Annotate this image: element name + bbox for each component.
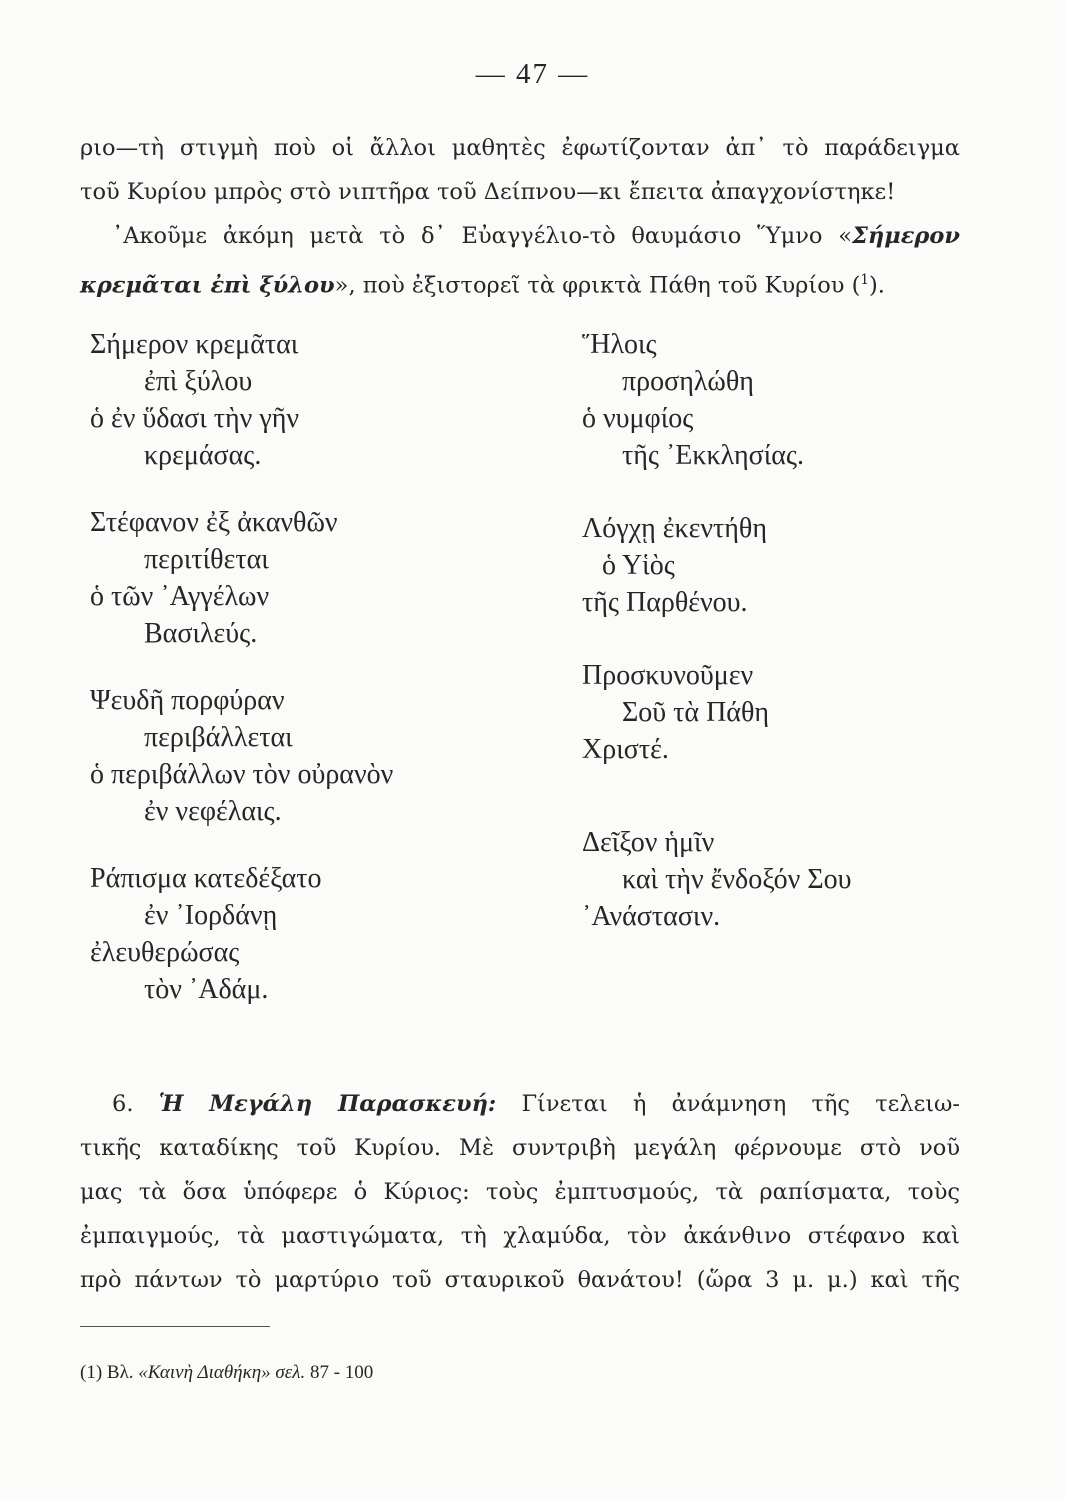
- text-span: ).: [868, 272, 885, 299]
- text-line: ἐμπαιγμούς, τὰ μαστιγώματα, τὴ χλαμύδα, τὸν ἀκάνθινο στέφανο καὶ: [80, 1223, 960, 1249]
- verse-line: ἐλευθερώσας: [90, 937, 240, 968]
- stanza: [90, 504, 550, 652]
- hymn-title-part: Σήμερον: [852, 223, 960, 249]
- text-line: πρὸ πάντων τὸ μαρτύριο τοῦ σταυρικοῦ θανάτου! (ὥρα 3 μ. μ.) καὶ τῆς: [80, 1267, 960, 1293]
- text-line: [80, 214, 960, 258]
- hymn-left-column: [90, 326, 550, 1038]
- stanza: [90, 682, 550, 830]
- footnote: [80, 1362, 373, 1384]
- text-span: ᾿Ακοῦμε ἀκόμη μετὰ τὸ δ᾽ Εὐαγγέλιο-τὸ θαυμάσιο Ὕμνο «: [112, 223, 852, 249]
- verse-line: περιβάλλεται: [144, 722, 293, 753]
- text-line: [80, 258, 960, 308]
- verse-line: προσηλώθη: [622, 366, 754, 397]
- hymn-right-column: [582, 326, 1022, 965]
- verse-line: τῆς Παρθένου.: [582, 587, 748, 618]
- footnote-pages: 87 - 100: [305, 1362, 374, 1383]
- verse-line: Ἥλοις: [582, 329, 657, 360]
- footnote-marker: (1) Βλ.: [80, 1362, 139, 1383]
- verse-line: Προσκυνοῦμεν: [582, 660, 754, 691]
- text-line: ριο—τὴ στιγμὴ ποὺ οἱ ἄλλοι μαθητὲς ἐφωτίζονταν ἀπ᾽ τὸ παράδειγμα: [80, 135, 960, 161]
- stanza: [582, 657, 1022, 768]
- verse-line: τὸν ᾿Αδάμ.: [144, 974, 269, 1005]
- verse-line: κρεμάσας.: [144, 440, 262, 471]
- stanza: [90, 860, 550, 1008]
- verse-line: ἐπὶ ξύλου: [144, 366, 253, 397]
- section-number: 6.: [112, 1091, 134, 1117]
- intro-paragraph: [80, 126, 960, 308]
- verse-line: ὁ περιβάλλων τὸν οὐρανὸν: [90, 759, 394, 790]
- page-number: — 47 —: [475, 58, 590, 90]
- footnote-ref: 1: [860, 272, 869, 288]
- verse-line: Στέφανον ἐξ ἀκανθῶν: [90, 507, 338, 538]
- verse-line: Ψευδῆ πορφύραν: [90, 685, 285, 716]
- verse-line: καὶ τὴν ἔνδοξόν Σου: [622, 864, 852, 895]
- verse-line: ἐν νεφέλαις.: [144, 796, 282, 827]
- text-line: μας τὰ ὅσα ὑπόφερε ὁ Κύριος: τοὺς ἐμπτυσμούς, τὰ ραπίσματα, τοὺς: [80, 1179, 960, 1205]
- verse-line: τῆς ᾿Εκκλησίας.: [622, 440, 804, 471]
- verse-line: ἐν ᾿Ιορδάνῃ: [144, 900, 278, 931]
- verse-line: Λόγχῃ ἐκεντήθη: [582, 513, 767, 544]
- verse-line: ὁ νυμφίος: [582, 403, 694, 434]
- footnote-reference: «Καινὴ Διαθήκη» σελ.: [138, 1362, 306, 1383]
- verse-line: ὁ τῶν ᾿Αγγέλων: [90, 581, 270, 612]
- hymn-title-part: κρεμᾶται ἐπὶ ξύλου: [80, 272, 335, 299]
- stanza: [582, 326, 1022, 474]
- verse-line: ὁ Υἱὸς: [602, 550, 675, 581]
- verse-line: ᾿Ανάστασιν.: [582, 901, 721, 932]
- stanza: [90, 326, 550, 474]
- verse-line: Δεῖξον ἡμῖν: [582, 827, 715, 858]
- verse-line: ὁ ἐν ὕδασι τὴν γῆν: [90, 403, 300, 434]
- text-span: », ποὺ ἐξιστορεῖ τὰ φρικτὰ Πάθη τοῦ Κυρίου (: [334, 272, 861, 299]
- text-span: Γίνεται ἡ ἀνάμνηση τῆς τελειω-: [496, 1091, 960, 1117]
- section-6-paragraph: [80, 1082, 960, 1302]
- verse-line: Χριστέ.: [582, 734, 669, 765]
- verse-line: Σοῦ τὰ Πάθη: [622, 697, 770, 728]
- verse-line: Ράπισμα κατεδέξατο: [90, 863, 322, 894]
- section-title: Ἡ Μεγάλη Παρασκευή:: [158, 1091, 497, 1117]
- verse-line: περιτίθεται: [144, 544, 269, 575]
- text-line: τοῦ Κυρίου μπρὸς στὸ νιπτῆρα τοῦ Δείπνου—κι ἔπειτα ἀπαγχονίστηκε!: [80, 179, 896, 205]
- footnote-divider: [80, 1326, 270, 1327]
- stanza: [582, 824, 1022, 935]
- stanza: [582, 510, 1022, 621]
- verse-line: Σήμερον κρεμᾶται: [90, 329, 299, 360]
- verse-line: Βασιλεύς.: [144, 618, 258, 649]
- text-line: [80, 1082, 960, 1126]
- text-line: τικῆς καταδίκης τοῦ Κυρίου. Μὲ συντριβὴ μεγάλη φέρνουμε στὸ νοῦ: [80, 1135, 960, 1161]
